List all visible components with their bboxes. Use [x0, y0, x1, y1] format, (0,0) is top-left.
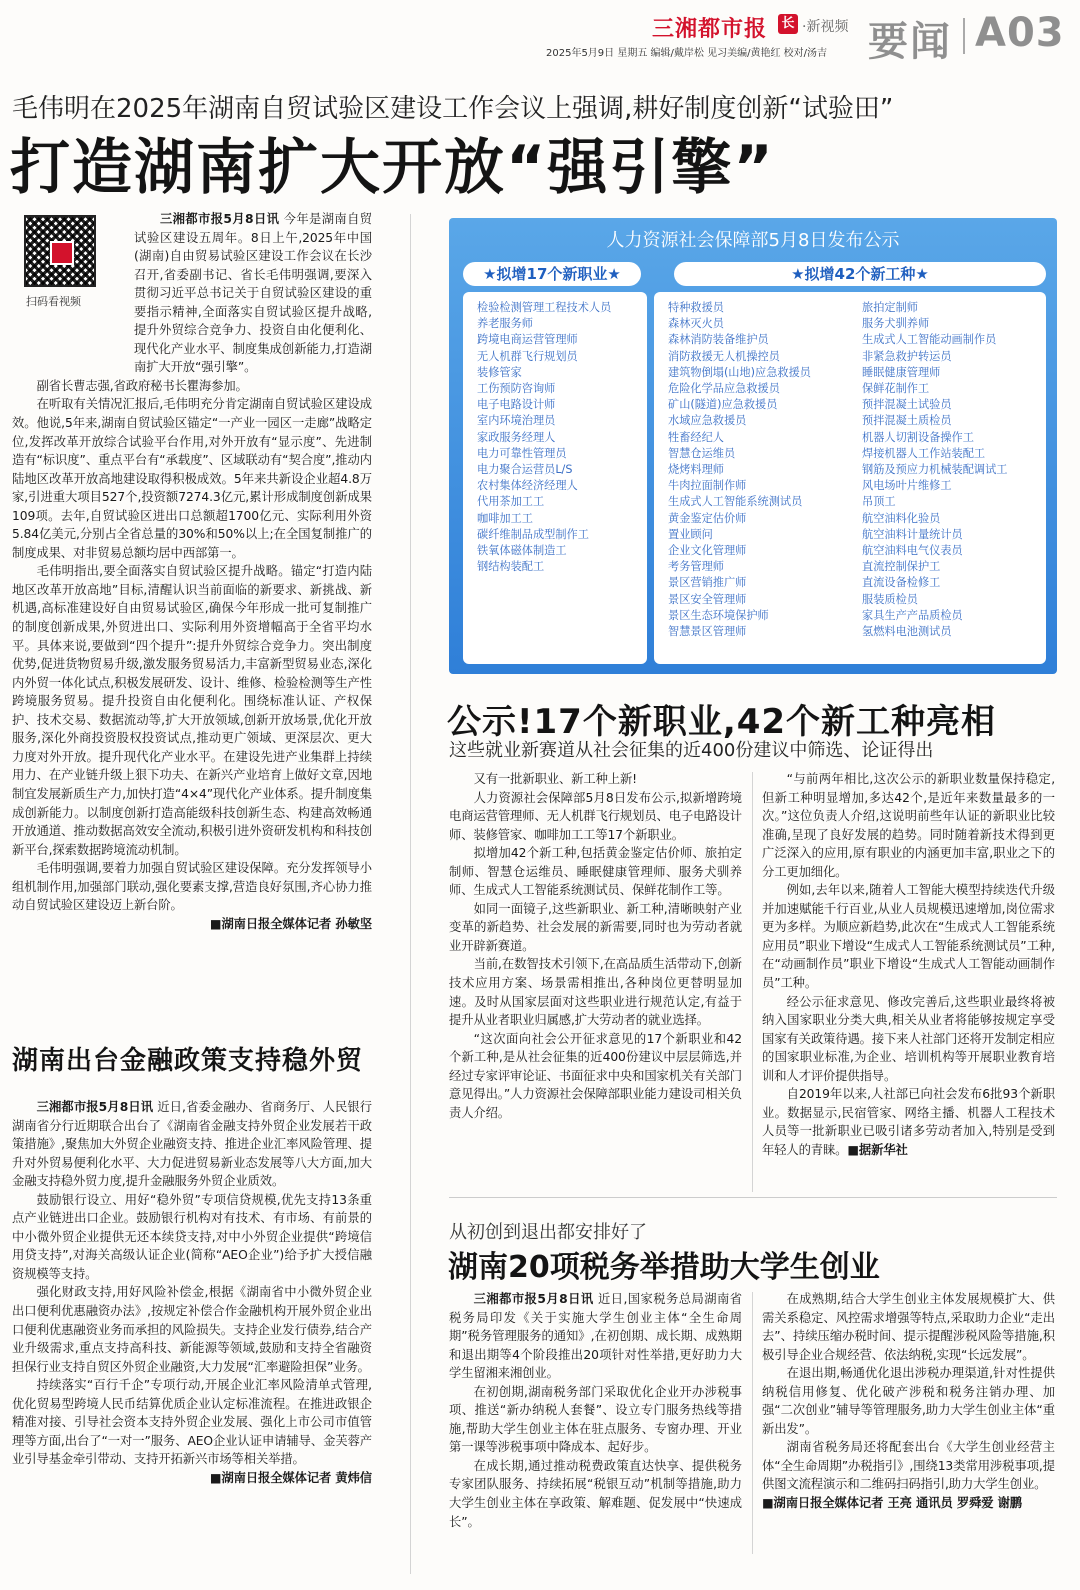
lead-para-4: 毛伟明指出,要全面落实自贸试验区提升战略。锚定“打造内陆地区改革开放高地”目标,清醒认识当前面临的新要求、新挑战、新机遇,高标准建设好自由贸易试验区,确保今年形成一批可复制推广的制度创新成果,外贸进出口、实际利用外资增幅高于全省平均水平。具体来说,要做到“四个提升”:提升外贸综合竞争力。突出制度优势,促进货物贸易升级,激发服务贸易活力,丰富新型贸易业态,深化内外贸一体化试点,积极发展研发、设计、维修、检验检测等生产性跨境服务贸易。提升投资自由化便利化。围绕标准认证、产权保护、技术交易、数据流动等,扩大开放领域,创新开放场景,优化开放服务,深化外商投资股权投资试点,推动更广领域、更深层次、更大力度对外开放。提升现代化产业水平。在建设先进产业集群上持续用力、在产业链升级上狠下功夫、在新兴产业培育上做好文章,因地制宜发展新质生产力,加快打造“4×4”现代化产业体系。提升制度集成创新能力。以制度创新打造高能级科技创新生态、构建高效畅通开放通道、推动数据高效安全流动,积极引进外资研发机构和科技创新平台,探索数据跨境流动机制。 [12, 564, 372, 857]
occupation-item: 钢筋及预应力机械装配调试工 [862, 463, 1008, 477]
occupation-item: 企业文化管理师 [668, 544, 747, 558]
occupation-item: 电力可靠性管理员 [477, 446, 567, 460]
jobs-para-9: 经公示征求意见、修改完善后,这些职业最终将被纳入国家职业分类大典,相关从业者将能够按规定享受国家有关政策待遇。接下来人社部门还将开发制定相应的国家职业标准,为企业、培训机构等开展职业教育培训和人才评价提供指导。 [762, 994, 1055, 1083]
occupation-item: 非紧急救护转运员 [862, 349, 952, 363]
lead-para-2: 副省长曹志强,省政府秘书长瞿海参加。 [36, 378, 248, 393]
jobs-para-7: “与前两年相比,这次公示的新职业数量保持稳定,但新工种明显增加,多达42个,是近年来数量最多的一次。”这位负责人介绍,这说明前些年认证的新职业比较准确,呈现了良好发展的趋势。同时随着新技术得到更广泛深入的应用,原有职业的内涵更加丰富,职业之下的分工更加细化。 [762, 772, 1055, 879]
occupation-item: 保鲜花制作工 [862, 382, 930, 396]
occupation-item: 咖啡加工工 [477, 511, 533, 525]
tax-para-1 [449, 1290, 742, 1383]
occupation-item: 铁氧体磁体制造工 [477, 544, 567, 558]
occupation-item: 农村集体经济经理人 [477, 479, 578, 493]
finance-para-2: 鼓励银行设立、用好“稳外贸”专项信贷规模,优先支持13条重点产业链进出口企业。鼓励银行机构对有技术、有市场、有前景的中小微外贸企业提供无还本续贷支持,对中小外贸企业提供“跨境信用贷支持”,对海关高级认证企业(简称“AEO企业”)给予扩大授信融资规模等支持。 [12, 1192, 372, 1281]
jobs-column-divider [752, 772, 753, 1192]
finance-headline: 湖南出台金融政策支持稳外贸 [12, 1046, 364, 1076]
new-types-column-b [862, 300, 1007, 640]
occupation-item: 碳纤维制品成型制作工 [477, 527, 589, 541]
finance-article-body [12, 1098, 372, 1487]
occupation-item: 吊顶工 [862, 495, 896, 509]
tax-headline: 湖南20项税务举措助大学生创业 [448, 1250, 880, 1285]
occupation-item: 森林灭火员 [668, 317, 724, 331]
occupation-item: 检验检测管理工程技术人员 [477, 301, 612, 314]
occupation-item: 服务犬驯养师 [862, 317, 930, 331]
occupation-item: 直流设备检修工 [862, 576, 941, 590]
new-jobs-panel [463, 292, 647, 664]
jobs-para-4: 如同一面镜子,这些新职业、新工种,清晰映射产业变革的新趋势、社会发展的新需要,同时也为劳动者就业开辟新赛道。 [449, 901, 742, 953]
occupation-item: 航空油料化验员 [862, 511, 941, 525]
tax-para-1-text: 近日,国家税务总局湖南省税务局印发《关于实施大学生创业主体“全生命周期”税务管理服务的通知》,在初创期、成长期、成熟期和退出期等4个阶段推出20项针对性举措,更好助力大学生留湘来湘创业。 [449, 1292, 742, 1381]
lead-kicker: 毛伟明在2025年湖南自贸试验区建设工作会议上强调,耕好制度创新“试验田” [12, 94, 894, 124]
occupation-item: 生成式人工智能系统测试员 [668, 495, 803, 509]
qr-code-label: 扫码看视频 [26, 295, 81, 308]
lead-para-3: 在听取有关情况汇报后,毛伟明充分肯定湖南自贸试验区建设成效。他说,5年来,湖南自贸试验区锚定“一产业一园区一走廊”战略定位,发挥改革开放综合试验平台作用,对外开放有“显示度”、先进制造有“标识度”、重点平台有“承载度”、区域联动有“契合度”,推动内陆地区改革开放高地建设取得积极成效。5年来共新设企业超4.8万家,引进重大项目527个,投资额7274.3亿元,累计形成制度创新成果109项。去年,自贸试验区进出口总额超1700亿元、实际利用外资5.84亿美元,分别占全省总量的30%和50%以上;在全国复制推广的制度成果、对非贸易总额均居中西部第一。 [12, 397, 372, 560]
occupation-item: 景区安全管理师 [668, 592, 747, 606]
infographic-title: 人力资源社会保障部5月8日发布公示 [606, 230, 900, 251]
occupation-item: 装修管家 [477, 365, 522, 379]
masthead-brand: 三湘都市报 [652, 17, 768, 42]
finance-dateline: 三湘都市报5月8日讯 [36, 1100, 154, 1114]
jobs-subheadline: 这些就业新赛道从社会征集的近400份建议中筛选、论证得出 [449, 740, 934, 761]
jobs-signature: ■据新华社 [847, 1142, 908, 1157]
tax-para-6: 湖南省税务局还将配套出台《大学生创业经营主体“全生命周期”办税指引》,围绕13类常用涉税事项,提供图文流程演示和二维码扫码指引,助力大学生创业。 [762, 1440, 1055, 1492]
occupation-item: 置业顾问 [668, 527, 713, 541]
section-rule [449, 1197, 1057, 1198]
occupation-item: 代用茶加工工 [477, 495, 545, 509]
jobs-headline: 公示!17个新职业,42个新工种亮相 [447, 702, 997, 742]
occupation-item: 焊接机器人工作站装配工 [862, 446, 986, 460]
jobs-para-5: 当前,在数智技术引领下,在高品质生活带动下,创新技术应用方案、场景需相推出,各种岗位更替明显加速。及时从国家层面对这些职业进行规范认定,有益于提升从业者职业归属感,扩大劳动者的就业选择。 [449, 957, 742, 1028]
column-divider [410, 214, 411, 1574]
occupation-item: 矿山(隧道)应急救援员 [668, 398, 778, 412]
tax-dateline: 三湘都市报5月8日讯 [473, 1292, 594, 1306]
occupation-item: 森林消防装备维护员 [668, 333, 769, 347]
occupation-item: 睡眠健康管理师 [862, 365, 941, 379]
occupation-item: 室内环境治理员 [477, 414, 556, 428]
tax-signature: ■湖南日报全媒体记者 王亮 通讯员 罗舜爱 谢鹏 [762, 1496, 1022, 1511]
occupation-item: 钢结构装配工 [477, 560, 545, 574]
lead-para-5: 毛伟明强调,要着力加强自贸试验区建设保障。充分发挥领导小组机制作用,加强部门联动,强化要素支撑,营造良好氛围,齐心协力推动自贸试验区建设迈上新台阶。 [12, 861, 372, 913]
occupation-item: 旅拍定制师 [862, 301, 918, 314]
masthead-info: 2025年5月9日 星期五 编辑/戴岸松 见习美编/黄艳红 校对/汤吉 [546, 48, 827, 59]
page-number: A03 [975, 10, 1065, 56]
jobs-article-col-2 [762, 770, 1055, 1159]
lead-article-body [12, 210, 372, 933]
occupation-item: 景区营销推广师 [668, 576, 747, 590]
tax-para-2: 在初创期,湖南税务部门采取优化企业开办涉税事项、推送“新办纳税人套餐”、设立专门服务热线等措施,帮助大学生创业主体在驻点服务、专窗办理、开业第一课等涉税事项中降成本、起好步。 [449, 1384, 742, 1455]
occupation-item: 家具生产产品质检员 [862, 608, 963, 622]
jobs-para-3: 拟增加42个新工种,包括黄金鉴定估价师、旅拍定制师、智慧仓运维员、睡眠健康管理师、服务犬驯养师、生成式人工智能系统测试员、保鲜花制作工等。 [449, 846, 742, 898]
occupation-item: 服装质检员 [862, 592, 918, 606]
masthead-badge: 长 [778, 14, 798, 34]
occupation-item: 特种救援员 [668, 301, 724, 314]
occupation-item: 水域应急救援员 [668, 414, 747, 428]
occupation-item: 无人机群飞行规划员 [477, 349, 578, 363]
occupation-item: 智慧仓运维员 [668, 446, 736, 460]
occupation-item: 工伤预防咨询师 [477, 382, 556, 396]
occupation-item: 生成式人工智能动画制作员 [862, 333, 997, 347]
section-label: 要闻 [868, 19, 952, 65]
finance-para-1 [12, 1098, 372, 1191]
tax-para-5: 在退出期,畅通优化退出涉税办理渠道,针对性提供纳税信用修复、优化破产涉税和税务注销办理、加强“二次创业”辅导等管理服务,助力大学生创业主体“重新出发”。 [762, 1366, 1055, 1436]
masthead-divider [963, 18, 965, 54]
occupation-item: 航空油料计量统计员 [862, 527, 963, 541]
tax-article-col-2 [762, 1290, 1055, 1513]
occupation-item: 烧烤料理师 [668, 463, 724, 477]
masthead-video-label: ·新视频 [802, 19, 849, 35]
occupation-item: 建筑物倒塌(山地)应急救援员 [668, 365, 811, 379]
new-types-column-a [668, 300, 811, 640]
occupation-item: 预拌混凝土质检员 [862, 414, 952, 428]
jobs-para-2: 人力资源社会保障部5月8日发布公示,拟新增跨境电商运营管理师、无人机群飞行规划员、电子电路设计师、装修管家、咖啡加工工等17个新职业。 [449, 790, 742, 842]
occupation-item: 养老服务师 [477, 317, 533, 331]
infographic-tag-new-types: ★拟增42个新工种★ [674, 262, 1046, 286]
jobs-para-10-text: 自2019年以来,人社部已向社会发布6批93个新职业。数据显示,民宿管家、网络主播、机器人工程技术人员等一批新职业已吸引诸多劳动者加入,特别是受到年轻人的青睐。 [762, 1087, 1055, 1157]
occupation-item: 电子电路设计师 [477, 398, 556, 412]
occupation-item: 跨境电商运营管理师 [477, 333, 578, 347]
tax-article-col-1 [449, 1290, 742, 1531]
occupation-item: 牲畜经纪人 [668, 430, 724, 444]
jobs-para-1: 又有一批新职业、新工种上新! [473, 772, 637, 786]
occupation-item: 智慧景区管理师 [668, 625, 747, 639]
lead-headline: 打造湖南扩大开放“强引擎” [10, 133, 775, 203]
finance-para-3: 强化财政支持,用好风险补偿金,根据《湖南省中小微外贸企业出口便利优惠融资办法》,按规定补偿合作金融机构开展外贸企业出口便利优惠融资业务而承担的风险损失。支持企业发行债券,结合产业升级需求,重点支持高科技、新能源等领域,鼓励和支持全省融资担保行业支持自贸区外贸企业融资,大力发展“汇率避险担保”业务。 [12, 1285, 372, 1374]
occupation-item: 航空油料电气仪表员 [862, 544, 963, 558]
infographic [449, 218, 1057, 674]
tax-column-divider [752, 1292, 753, 1554]
lead-dateline: 三湘都市报5月8日讯 [160, 212, 280, 226]
occupation-item: 机器人切割设备操作工 [862, 430, 974, 444]
lead-para-1 [12, 210, 372, 377]
occupation-item: 考务管理师 [668, 560, 724, 574]
jobs-para-6: “这次面向社会公开征求意见的17个新职业和42个新工种,是从社会征集的近400份建议中层层筛选,并经过专家评审论证、书面征求中央和国家机关有关部门意见得出。”人力资源社会保障部职业能力建设司相关负责人介绍。 [449, 1031, 742, 1120]
occupation-item: 消防救援无人机操控员 [668, 349, 780, 363]
occupation-item: 风电场叶片维修工 [862, 479, 952, 493]
occupation-item: 电力聚合运营员L/S [477, 463, 573, 477]
occupation-item: 预拌混凝土试验员 [862, 398, 952, 412]
finance-para-4: 持续落实“百行千企”专项行动,开展企业汇率风险清单式管理,优化贸易型跨境人民币结算优质企业认定标准流程。在推进政银企精准对接、引导社会资本支持外贸企业发展、强化上市公司市值管理等方面,出台了“一对一”服务、AEO企业认证申请辅导、金芙蓉产业引导基金牵引带动、支持开拓新兴市场等相关举措。 [12, 1378, 372, 1467]
tax-para-4: 在成熟期,结合大学生创业主体发展规模扩大、供需关系稳定、风控需求增强等特点,采取助力企业“走出去”、持续压缩办税时间、提示提醒涉税风险等措施,积极引导企业合规经营、依法纳税,实现“长远发展”。 [762, 1292, 1055, 1362]
tax-kicker: 从初创到退出都安排好了 [449, 1222, 647, 1243]
occupation-item: 家政服务经理人 [477, 430, 556, 444]
jobs-para-8: 例如,去年以来,随着人工智能大模型持续迭代升级并加速赋能千行百业,从业人员规模迅速增加,岗位需求更为多样。为顺应新趋势,此次在“生成式人工智能系统应用员”职业下增设“生成式人工智能系统测试员”工种,在“动画制作员”职业下增设“生成式人工智能动画制作员”工种。 [762, 883, 1056, 991]
occupation-item: 黄金鉴定估价师 [668, 511, 747, 525]
lead-signature: ■湖南日报全媒体记者 孙敏坚 [209, 916, 372, 931]
lead-para-1-text: 今年是湖南自贸试验区建设五周年。8日上午,2025年中国(湖南)自由贸易试验区建设工作会议在长沙召开,省委副书记、省长毛伟明强调,要深入贯彻习近平总书记关于自贸试验区建设的重要指示精神,全面落实自贸试验区提升战略,提升外贸综合竞争力、投资自由化便利化、现代化产业水平、制度集成创新能力,打造湖南扩大开放“强引擎”。 [134, 212, 372, 375]
infographic-tag-new-jobs: ★拟增17个新职业★ [463, 262, 641, 286]
occupation-item: 氢燃料电池测试员 [862, 625, 952, 639]
occupation-item: 牛肉拉面制作师 [668, 479, 747, 493]
finance-signature: ■湖南日报全媒体记者 黄炜信 [209, 1470, 372, 1485]
occupation-item: 景区生态环境保护师 [668, 608, 769, 622]
new-types-panel [654, 292, 1046, 664]
occupation-item: 危险化学品应急救援员 [668, 382, 780, 396]
occupation-item: 直流控制保护工 [862, 560, 941, 574]
tax-para-3: 在成长期,通过推动税费政策直达快享、提供税务专家团队服务、持续拓展“税银互动”机制等措施,助力大学生创业主体在享政策、解难题、促发展中“快速成长”。 [449, 1458, 742, 1529]
finance-para-1-text: 近日,省委金融办、省商务厅、人民银行湖南省分行近期联合出台了《湖南省金融支持外贸企业发展若干政策措施》,聚焦加大外贸企业融资支持、推进企业汇率风险管理、提升对外贸易便利化水平、大力促进贸易新业态发展等八大方面,加大金融支持稳外贸力度,提升金融服务外贸企业质效。 [12, 1100, 372, 1189]
jobs-para-10 [762, 1085, 1055, 1159]
jobs-article-col-1 [449, 770, 742, 1122]
